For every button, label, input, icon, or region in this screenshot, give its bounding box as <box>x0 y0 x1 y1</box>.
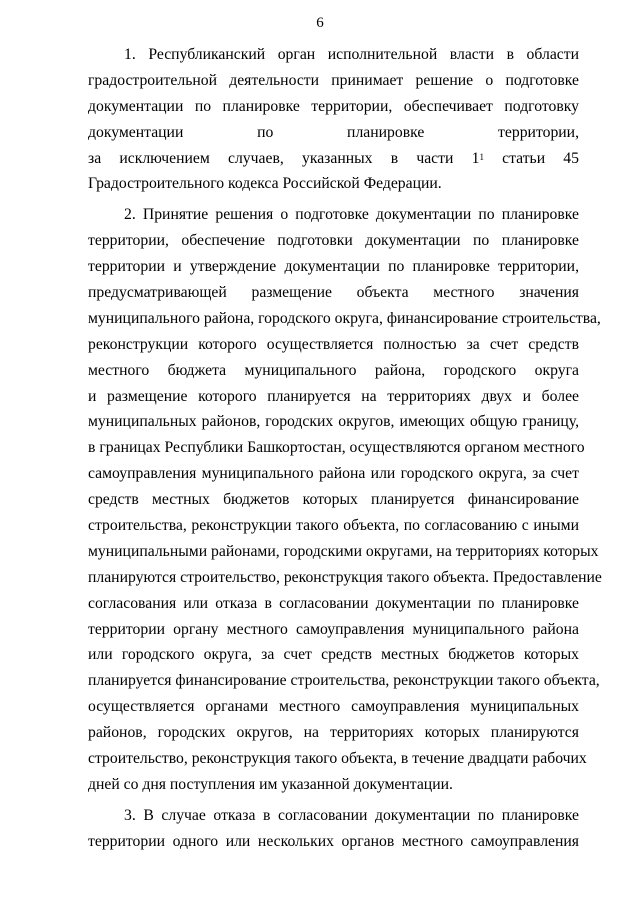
text-line: согласования или отказа в согласовании документации по планировке <box>88 594 579 612</box>
text-line: или городского округа, за счет средств местных бюджетов которых <box>88 646 579 664</box>
text-line: Градостроительного кодекса Российской Федерации. <box>88 175 442 193</box>
page-number: 6 <box>316 15 324 31</box>
text-line: предусматривающей размещение объекта местного значения <box>88 284 579 302</box>
text-line: территории органу местного самоуправления муниципального района <box>88 620 579 638</box>
text-line: осуществляется органами местного самоуправления муниципальных <box>88 698 579 716</box>
text-line: документации по планировке территории, <box>88 123 579 141</box>
text-line: 1. Республиканский орган исполнительной власти в области <box>124 46 579 63</box>
paragraph-2 <box>88 202 602 797</box>
document-body <box>88 42 602 855</box>
text-line: муниципальных районов, городских округов, имеющих общую границу, <box>88 413 579 431</box>
text-line: строительство, реконструкция такого объекта, в течение двадцати рабочих <box>88 750 587 768</box>
text-line: планируется финансирование строительства, реконструкции такого объекта, <box>88 672 600 690</box>
superscript: 1 <box>479 151 484 162</box>
text-line: средств местных бюджетов которых планируется финансирование <box>88 491 579 509</box>
text-line: градостроительной деятельности принимает решение о подготовке <box>88 71 579 89</box>
text-fragment: за исключением случаев, указанных в части 1 <box>88 149 480 167</box>
paragraph-3 <box>88 803 579 855</box>
text-line: планируются строительство, реконструкция такого объекта. Предоставление <box>88 568 602 586</box>
text-line: строительства, реконструкции такого объекта, по согласованию с иными <box>88 517 579 535</box>
text-line: 3. В случае отказа в согласовании документации по планировке <box>124 806 579 824</box>
text-line: территории, обеспечение подготовки документации по планировке <box>88 232 579 250</box>
text-line: реконструкции которого осуществляется полностью за счет средств <box>88 335 579 353</box>
text-line: муниципального района, городского округа, финансирование строительства, <box>88 309 601 327</box>
text-line: 2. Принятие решения о подготовке документации по планировке <box>124 206 579 224</box>
text-line: самоуправления муниципального района или городского округа, за счет <box>88 465 579 483</box>
text-line: местного бюджета муниципального района, городского округа <box>88 361 579 379</box>
text-line-with-superscript <box>88 146 579 172</box>
text-line: и размещение которого планируется на территориях двух и более <box>88 387 579 405</box>
text-line: территории одного или нескольких органов местного самоуправления <box>88 832 579 850</box>
paragraph-1 <box>88 42 579 197</box>
text-line: документации по планировке территории, обеспечивает подготовку <box>88 97 579 115</box>
text-line: в границах Республики Башкортостан, осуществляются органом местного <box>88 439 585 457</box>
text-line: территории и утверждение документации по планировке территории, <box>88 258 579 276</box>
text-line: районов, городских округов, на территориях которых планируются <box>88 724 579 742</box>
text-line: дней со дня поступления им указанной документации. <box>88 775 453 793</box>
text-line: муниципальными районами, городскими округами, на территориях которых <box>88 542 599 560</box>
text-fragment: статьи 45 <box>483 149 579 167</box>
